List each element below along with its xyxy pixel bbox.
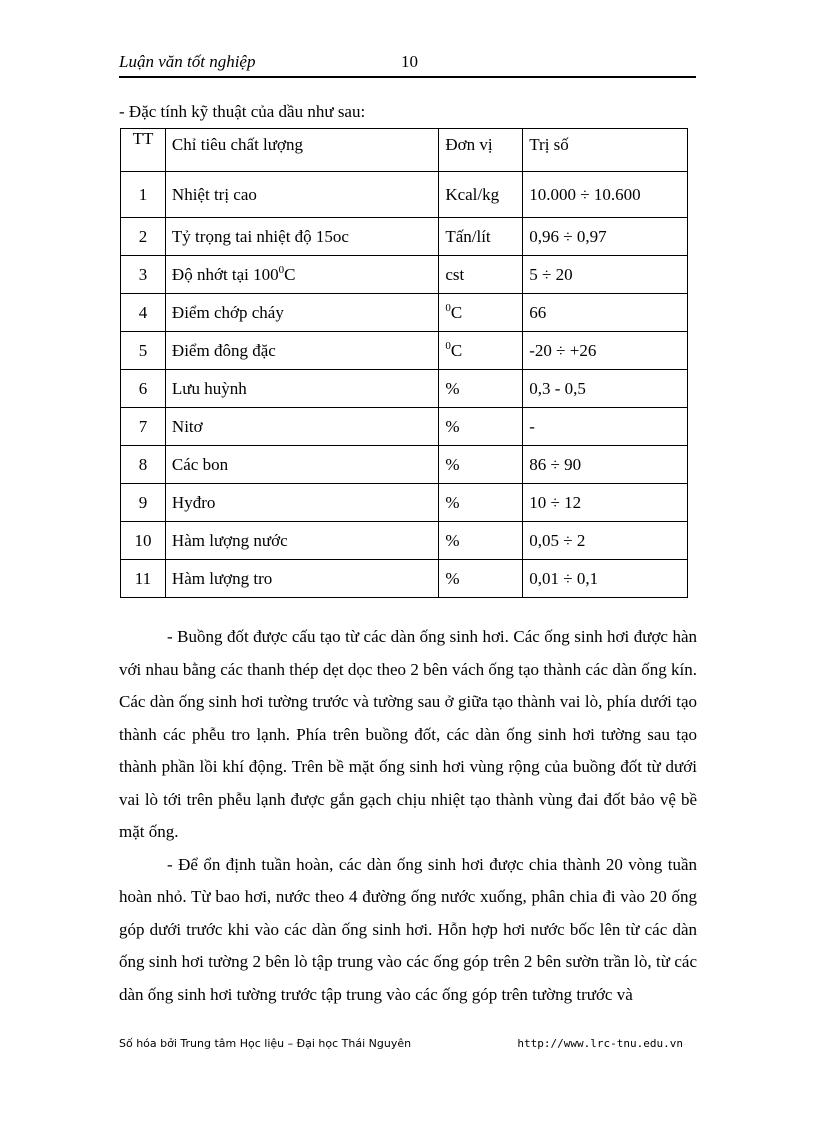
row-criterion: Nhiệt trị cao: [165, 172, 438, 218]
document-title: Luận văn tốt nghiệp: [119, 52, 256, 71]
row-index: 6: [121, 370, 166, 408]
row-value: 10.000 ÷ 10.600: [523, 172, 688, 218]
degree-superscript: 0: [445, 339, 451, 352]
row-value: 66: [523, 294, 688, 332]
oil-spec-table: [120, 128, 688, 598]
row-index: 4: [121, 294, 166, 332]
unit-text: C: [450, 340, 463, 360]
page-number: 10: [401, 52, 418, 71]
row-value: 0,05 ÷ 2: [523, 522, 688, 560]
row-criterion: Tỷ trọng tai nhiệt độ 15oc: [165, 218, 438, 256]
header-value: Trị số: [523, 129, 688, 172]
row-criterion: Điểm đông đặc: [165, 332, 438, 370]
header-criterion: Chỉ tiêu chất lượng: [165, 129, 438, 172]
row-value: 10 ÷ 12: [523, 484, 688, 522]
paragraph-circulation: - Để ổn định tuần hoàn, các dàn ống sinh hơi được chia thành 20 vòng tuần hoàn nhỏ. Từ bao hơi, nước theo 4 đường ống nước xuống, phân chia đi vào 20 ống góp dưới trước khi vào các dàn ống sinh hơi. Hỗn hợp hơi nước bốc lên từ các dàn ống sinh hơi tường 2 bên lò tập trung vào các ống góp trên 2 bên sườn trần lò, từ các dàn ống sinh hơi tường trước tập trung vào các ống góp trên tường trước và: [119, 854, 697, 1004]
row-criterion: Hàm lượng nước: [165, 522, 438, 560]
row-unit: [439, 332, 523, 370]
intro-line: - Đặc tính kỹ thuật của dầu như sau:: [119, 102, 366, 121]
table-row: [121, 218, 688, 256]
row-index: 8: [121, 446, 166, 484]
table-header-row: [121, 129, 688, 172]
row-value: 0,01 ÷ 0,1: [523, 560, 688, 598]
page-header: [119, 50, 696, 78]
table-row: [121, 370, 688, 408]
row-criterion: Hàm lượng tro: [165, 560, 438, 598]
row-unit: [439, 294, 523, 332]
row-criterion: Lưu huỳnh: [165, 370, 438, 408]
row-unit: %: [439, 522, 523, 560]
table-row: [121, 408, 688, 446]
row-value: 0,3 - 0,5: [523, 370, 688, 408]
row-unit: %: [439, 560, 523, 598]
row-unit: %: [439, 446, 523, 484]
criterion-unit-suffix: C: [284, 264, 296, 284]
row-criterion: Nitơ: [165, 408, 438, 446]
table-row: [121, 172, 688, 218]
row-unit: Tấn/lít: [439, 218, 523, 256]
row-index: 11: [121, 560, 166, 598]
table-row: [121, 332, 688, 370]
header-unit: Đơn vị: [439, 129, 523, 172]
row-criterion: Điểm chớp cháy: [165, 294, 438, 332]
row-index: 9: [121, 484, 166, 522]
row-unit: %: [439, 484, 523, 522]
table-row: [121, 484, 688, 522]
table-row: [121, 560, 688, 598]
row-value: -: [523, 408, 688, 446]
row-index: 10: [121, 522, 166, 560]
table-row: [121, 522, 688, 560]
paragraph-combustion-chamber: - Buồng đốt được cấu tạo từ các dàn ống sinh hơi. Các ống sinh hơi được hàn với nhau bằng các thanh thép dẹt dọc theo 2 bên vách ống tạo thành các dàn ống kín. Các dàn ống sinh hơi tường trước và tường sau ở giữa tạo thành vai lò, phía dưới tạo thành các phễu tro lạnh. Phía trên buồng đốt, các dàn ống sinh hơi tường sau tạo thành phần lồi khí động. Trên bề mặt ống sinh hơi vùng rộng của buồng đốt từ dưới vai lò tới trên phễu lạnh được gắn gạch chịu nhiệt tạo thành vùng đai đốt bảo vệ bề mặt ống.: [119, 627, 697, 841]
row-criterion: Hyđro: [165, 484, 438, 522]
footer-credit: Số hóa bởi Trung tâm Học liệu – Đại học Thái Nguyên: [119, 1037, 412, 1050]
row-index: 2: [121, 218, 166, 256]
row-index: 3: [121, 256, 166, 294]
footer-url: http://www.lrc-tnu.edu.vn: [517, 1037, 683, 1050]
row-value: 5 ÷ 20: [523, 256, 688, 294]
table-row: [121, 256, 688, 294]
row-unit: %: [439, 408, 523, 446]
header-tt: TT: [121, 129, 166, 172]
table-row: [121, 446, 688, 484]
row-criterion: Các bon: [165, 446, 438, 484]
row-index: 1: [121, 172, 166, 218]
row-value: 0,96 ÷ 0,97: [523, 218, 688, 256]
table-row: [121, 294, 688, 332]
degree-superscript: 0: [278, 263, 285, 276]
criterion-text: Độ nhớt tại 100: [171, 264, 279, 284]
row-index: 7: [121, 408, 166, 446]
row-criterion: [165, 256, 438, 294]
row-unit: %: [439, 370, 523, 408]
row-value: 86 ÷ 90: [523, 446, 688, 484]
row-index: 5: [121, 332, 166, 370]
row-value: -20 ÷ +26: [523, 332, 688, 370]
unit-text: C: [450, 302, 463, 322]
degree-superscript: 0: [445, 301, 451, 314]
row-unit: cst: [439, 256, 523, 294]
body-text: [119, 621, 697, 1011]
row-unit: Kcal/kg: [439, 172, 523, 218]
